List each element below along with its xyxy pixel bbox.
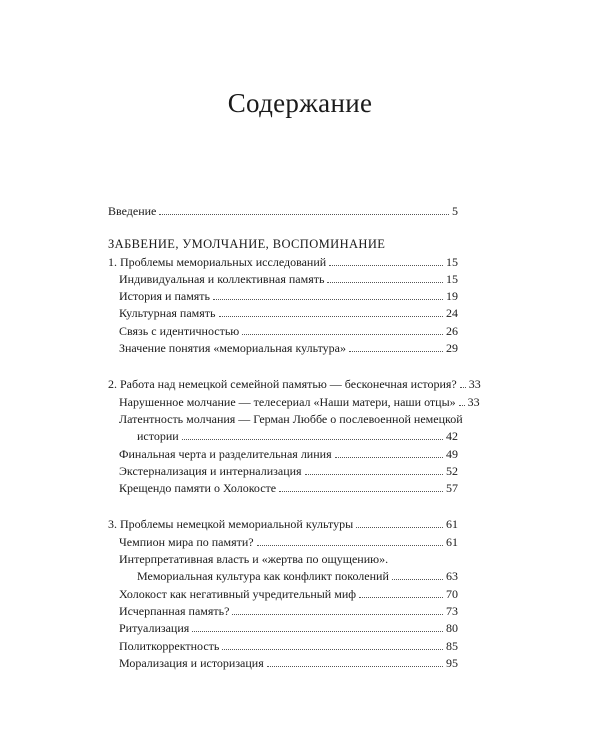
toc-label: Культурная память xyxy=(119,306,216,321)
toc-label: 1. Проблемы мемориальных исследований xyxy=(108,254,327,269)
toc-page-number: 49 xyxy=(446,446,458,461)
toc-page-number: 73 xyxy=(446,603,458,618)
toc-entry-3-2-line1[interactable]: Интерпретативная власть и «жертва по ощущению». xyxy=(119,552,389,567)
toc-label: 3. Проблемы немецкой мемориальной культуры xyxy=(108,517,354,532)
toc-page-number: 15 xyxy=(446,271,458,286)
toc-page-number: 80 xyxy=(446,621,458,636)
toc-page-number: 52 xyxy=(446,463,458,478)
toc-entry-3-5[interactable] xyxy=(108,619,458,636)
leader-dots xyxy=(459,404,465,406)
toc-label: Чемпион мира по памяти? xyxy=(119,534,254,549)
toc-label: Экстернализация и интернализация xyxy=(119,463,302,478)
leader-dots xyxy=(267,665,443,667)
toc-entry-2-5[interactable] xyxy=(108,479,458,496)
leader-dots xyxy=(182,438,443,440)
toc-label: Холокост как негативный учредительный миф xyxy=(119,586,357,601)
toc-entry-2-2-line1[interactable]: Латентность молчания — Герман Люббе о послевоенной немецкой xyxy=(119,411,463,426)
leader-dots xyxy=(222,648,443,650)
leader-dots xyxy=(327,281,443,283)
toc-page-number: 15 xyxy=(446,254,458,269)
toc-page-number: 61 xyxy=(446,534,458,549)
leader-dots xyxy=(232,613,443,615)
toc-page-number: 70 xyxy=(446,586,458,601)
toc-entry-2-4[interactable] xyxy=(108,462,458,479)
toc-page-number: 33 xyxy=(468,377,481,392)
toc-entry-3-1[interactable] xyxy=(108,532,458,549)
toc-entry-1-3[interactable] xyxy=(108,304,458,321)
toc-entry-1-4[interactable] xyxy=(108,321,458,338)
toc-entry-2-3[interactable] xyxy=(108,444,458,461)
toc-label: Мемориальная культура как конфликт поколений xyxy=(137,569,389,584)
toc-label: Значение понятия «мемориальная культура» xyxy=(119,341,347,356)
leader-dots xyxy=(356,526,443,528)
toc-page-number: 42 xyxy=(446,429,458,444)
toc-entry-2-1[interactable] xyxy=(108,392,480,409)
table-of-contents xyxy=(108,202,481,671)
leader-dots xyxy=(242,333,443,335)
toc-label: Финальная черта и разделительная линия xyxy=(119,446,332,461)
toc-label: Ритуализация xyxy=(119,621,190,636)
toc-label: История и память xyxy=(119,289,211,304)
toc-entry-3-6[interactable] xyxy=(108,636,458,653)
toc-entry-chapter-3[interactable] xyxy=(108,515,458,532)
toc-entry-3-2[interactable] xyxy=(108,567,458,584)
toc-entry-1-1[interactable] xyxy=(108,270,458,287)
toc-label: Нарушенное молчание — телесериал «Наши матери, наши отцы» xyxy=(119,394,456,409)
toc-page-number: 85 xyxy=(446,638,458,653)
toc-entry-3-3[interactable] xyxy=(108,584,458,601)
leader-dots xyxy=(392,578,443,580)
toc-entry-1-2[interactable] xyxy=(108,287,458,304)
leader-dots xyxy=(219,315,443,317)
leader-dots xyxy=(192,630,443,632)
toc-label: Политкорректность xyxy=(119,638,220,653)
toc-label: Морализация и историзация xyxy=(119,655,264,670)
toc-label: Индивидуальная и коллективная память xyxy=(119,271,325,286)
toc-page-number: 33 xyxy=(467,394,480,409)
toc-page-number: 19 xyxy=(446,289,458,304)
toc-label: истории xyxy=(137,429,179,444)
toc-entry-chapter-2[interactable] xyxy=(108,375,481,392)
leader-dots xyxy=(329,264,443,266)
toc-entry-3-4[interactable] xyxy=(108,602,458,619)
toc-entry-1-5[interactable] xyxy=(108,339,458,356)
toc-page-number: 61 xyxy=(446,517,458,532)
leader-dots xyxy=(349,350,443,352)
leader-dots xyxy=(159,213,449,215)
part-heading: ЗАБВЕНИЕ, УМОЛЧАНИЕ, ВОСПОМИНАНИЕ xyxy=(108,237,386,252)
leader-dots xyxy=(359,596,443,598)
toc-page-number: 57 xyxy=(446,481,458,496)
toc-label: Крещендо памяти о Холокосте xyxy=(119,481,277,496)
toc-page-number: 29 xyxy=(446,341,458,356)
toc-page-number: 5 xyxy=(452,204,458,219)
leader-dots xyxy=(257,544,443,546)
page-title: Содержание xyxy=(227,88,373,118)
toc-label: 2. Работа над немецкой семейной памятью — бесконечная история? xyxy=(108,377,457,392)
toc-label: Введение xyxy=(108,204,157,219)
toc-entry-chapter-1[interactable] xyxy=(108,252,458,269)
leader-dots xyxy=(279,490,443,492)
toc-page-number: 63 xyxy=(446,569,458,584)
toc-label: Связь с идентичностью xyxy=(119,323,240,338)
toc-entry-3-7[interactable] xyxy=(108,654,458,671)
leader-dots xyxy=(305,473,443,475)
toc-page-number: 95 xyxy=(446,655,458,670)
toc-entry-2-2[interactable] xyxy=(108,427,458,444)
toc-page-number: 24 xyxy=(446,306,458,321)
toc-page-number: 26 xyxy=(446,323,458,338)
leader-dots xyxy=(213,298,443,300)
leader-dots xyxy=(335,456,443,458)
leader-dots xyxy=(460,386,466,388)
toc-entry-intro[interactable] xyxy=(108,202,458,219)
toc-label: Исчерпанная память? xyxy=(119,603,230,618)
